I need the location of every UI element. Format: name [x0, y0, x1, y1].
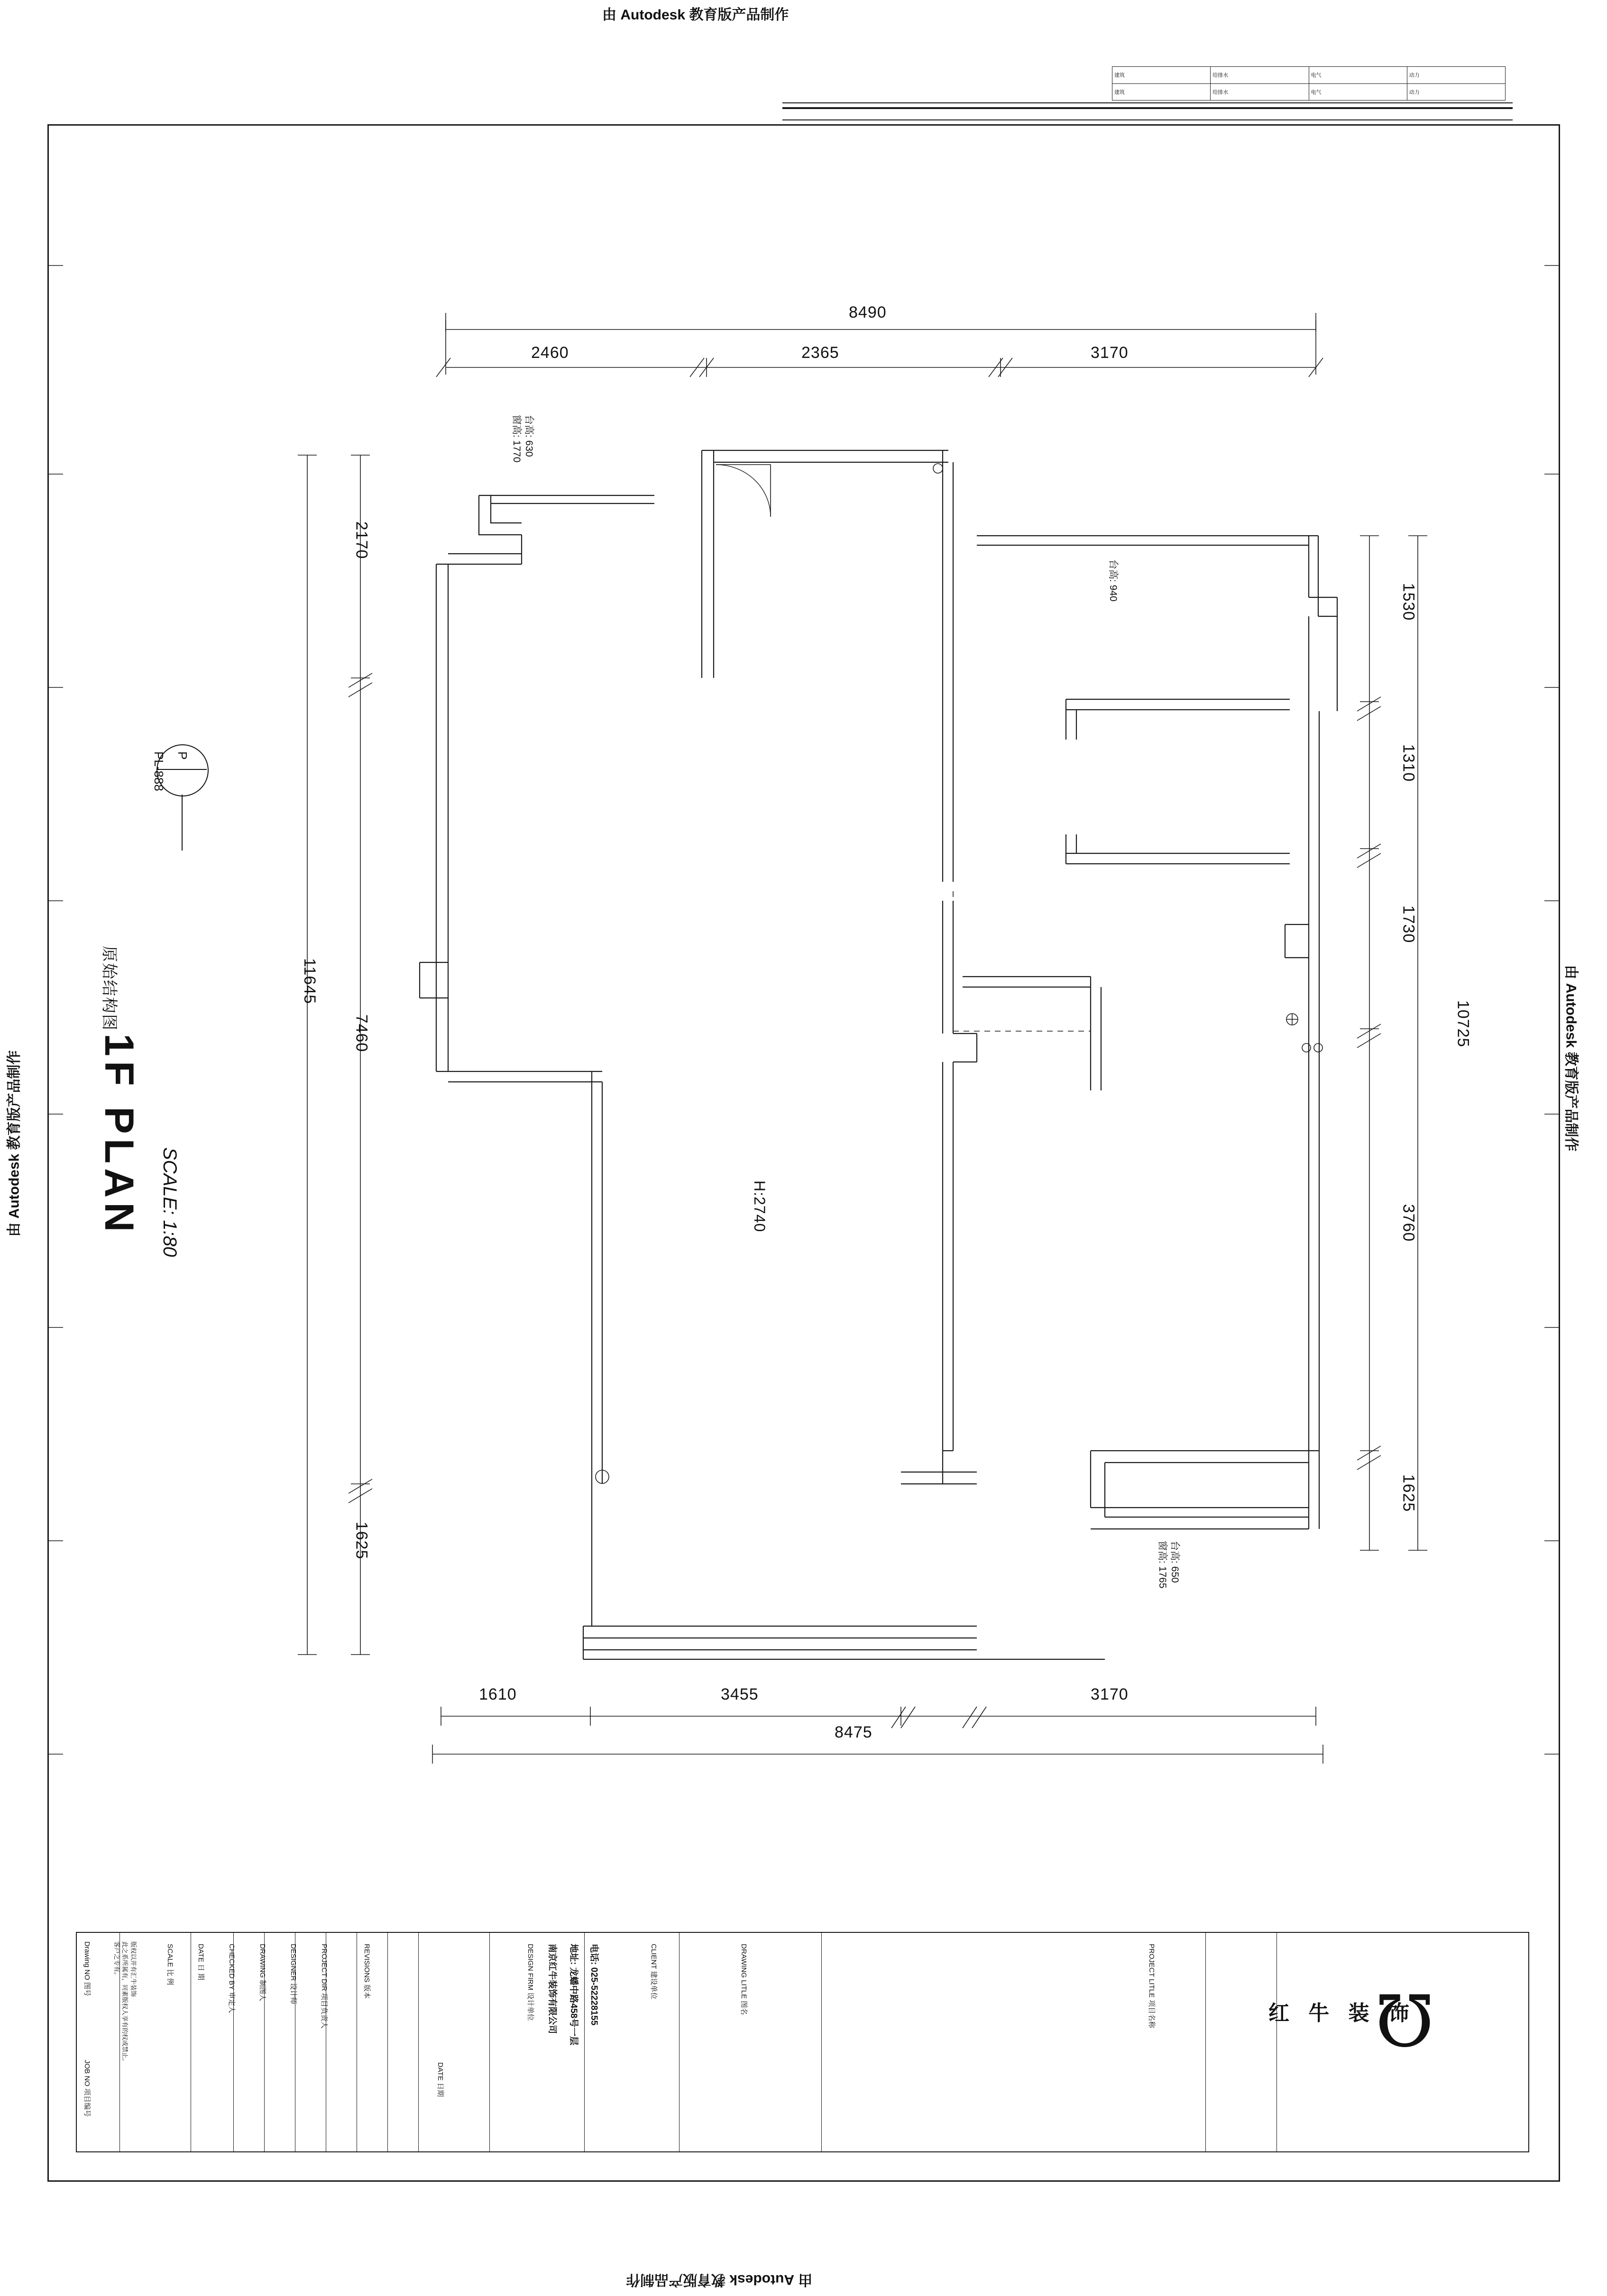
tb-divider: [1276, 1933, 1277, 2151]
tb-copyright: 版权以并有汇牛装饰 此之系所属有，同素版权人享有的权或禁止。 客户之专有。: [113, 1941, 137, 2065]
tb-date: DATE 日期: [436, 2062, 444, 2097]
tb-date2: DATE 日 期: [197, 1944, 205, 1981]
discipline-cell: 动力: [1409, 89, 1420, 95]
dim-left-seg-2: 7460: [352, 1014, 371, 1052]
dim-top-seg-1: 2460: [531, 344, 569, 362]
discipline-cell: 电气: [1311, 89, 1322, 95]
dim-right-seg-1: 1530: [1399, 583, 1418, 621]
dim-top-seg-2: 2365: [801, 344, 839, 362]
ceiling-height-note: H:2740: [751, 1180, 768, 1233]
dim-right-seg-5: 1625: [1399, 1474, 1418, 1512]
tb-company: 南京红牛装饰有限公司: [547, 1944, 557, 2034]
plan-title: 1F PLAN: [96, 1034, 142, 1237]
dim-right-seg-4: 3760: [1399, 1204, 1418, 1242]
watermark-left: 由 Autodesk 教育版产品制作: [6, 1050, 22, 1237]
plan-scale: SCALE: 1:80: [159, 1147, 180, 1257]
watermark-bottom: 由 Autodesk 教育版产品制作: [626, 2272, 813, 2287]
discipline-cell: 给排水: [1212, 89, 1229, 95]
discipline-cell: 给排水: [1211, 67, 1308, 84]
dim-top-total: 8490: [849, 303, 887, 321]
tb-divider: [679, 1933, 680, 2151]
tb-divider: [418, 1933, 419, 2151]
tb-drawing: DRAWING 制图人: [258, 1944, 266, 2002]
tb-divider: [387, 1933, 388, 2151]
tb-job-no: JOB NO 项目编号: [83, 2060, 91, 2117]
dim-bottom-seg-3: 3170: [1091, 1685, 1129, 1703]
dim-right-seg-2: 1310: [1399, 744, 1418, 782]
window-note-right: 台高: 940: [1108, 559, 1119, 602]
tb-project-dir: PROJECT DIR 项目负责人: [320, 1944, 328, 2029]
plan-subtitle: 原始结构图: [100, 946, 118, 1031]
dim-left-seg-3: 1625: [352, 1521, 371, 1560]
tb-designer: DESIGNER 设计师: [289, 1944, 297, 2004]
tb-address: 地址: 龙蟠中路458号一层: [569, 1944, 579, 2046]
dim-right-seg-3: 1730: [1399, 905, 1418, 943]
tb-divider: [821, 1933, 822, 2151]
dim-bottom-total: 8475: [835, 1723, 872, 1741]
tb-client: CLIENT 建设单位: [650, 1944, 658, 2000]
tb-divider: [489, 1933, 490, 2151]
watermark-top: 由 Autodesk 教育版产品制作: [602, 7, 789, 23]
dim-top-seg-3: 3170: [1091, 344, 1129, 362]
dim-bottom-seg-1: 1610: [479, 1685, 517, 1703]
window-note-bottom: 台高: 650 窗高: 1765: [1157, 1541, 1180, 1589]
tb-phone: 电话: 025-52228155: [589, 1944, 599, 2026]
discipline-cell: 建筑: [1112, 67, 1210, 84]
discipline-cell: 动力: [1407, 67, 1505, 84]
tb-divider: [1205, 1933, 1206, 2151]
dim-left-seg-1: 2170: [352, 521, 371, 559]
window-note-top-left: 台高: 630 窗高: 1770: [511, 415, 534, 463]
tb-drawing-title: DRAWING LITLE 图名: [740, 1944, 748, 2015]
tb-scale: SCALE 比 例: [166, 1944, 174, 1985]
dim-left-total: 11645: [301, 958, 319, 1005]
tb-divider: [584, 1933, 585, 2151]
brand-name: 红 牛 装 饰: [1268, 2002, 1416, 2025]
bubble-bottom-label: PL-888: [152, 751, 166, 791]
discipline-cell: 建筑: [1114, 89, 1125, 95]
tb-project-title: PROJECT LITLE 项目名称: [1148, 1944, 1156, 2029]
tb-drawing-no: Drawing NO 图号: [83, 1941, 91, 1996]
tb-checked-by: CHECKED BY 审定人: [228, 1944, 236, 2013]
tb-revisions: REVISIONS 版本: [363, 1944, 371, 1999]
discipline-cell: 电气: [1309, 67, 1407, 84]
bubble-leader-line: [182, 795, 183, 851]
dim-bottom-seg-2: 3455: [721, 1685, 759, 1703]
watermark-right: 由 Autodesk 教育版产品制作: [1563, 965, 1579, 1152]
dim-right-total: 10725: [1454, 1000, 1472, 1048]
tb-design-firm: DESIGN FIRM 设计单位: [526, 1944, 534, 2021]
brand-logo-icon: ℧: [1375, 1981, 1434, 2063]
bubble-top-label: P: [175, 751, 190, 760]
